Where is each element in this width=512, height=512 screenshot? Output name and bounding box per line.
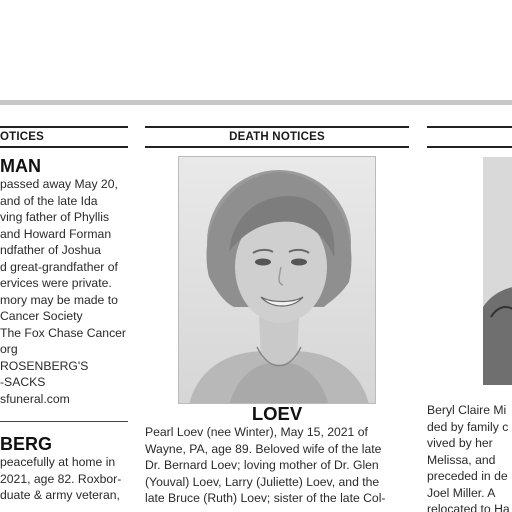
text-line: Wayne, PA, age 89. Beloved wife of the late — [145, 441, 382, 456]
text-line: (Youval) Loev, Larry (Juliette) Loev, and the — [145, 474, 380, 489]
right-section-header — [427, 126, 512, 148]
text-line: Melissa, and — [427, 452, 496, 467]
text-line: ROSENBERG'S — [0, 358, 89, 373]
text-line: duate & army veteran, — [0, 488, 120, 502]
text-line: -SACKS — [0, 375, 46, 389]
death-notices-header: DEATH NOTICES — [145, 126, 409, 148]
text-line: and of the late Ida — [0, 193, 98, 208]
text-line: preceded in de — [427, 469, 508, 483]
text-line: 2021, age 82. Roxbor- — [0, 471, 122, 486]
portrait-photo-image — [179, 157, 376, 404]
text-line: org — [0, 342, 18, 356]
text-line: Dr. Bernard Loev; loving mother of Dr. Glen — [145, 458, 379, 472]
text-line: Cancer Society — [0, 309, 83, 323]
left-obituary2-name: BERG — [0, 434, 53, 454]
text-line: Joel Miller. A — [427, 485, 496, 500]
text-line: mory may be made to — [0, 292, 118, 307]
text-line: peacefully at home in — [0, 455, 116, 469]
text-line: d great-grandfather of — [0, 259, 118, 274]
obituary-name: LOEV — [251, 403, 303, 424]
text-line: Pearl Loev (nee Winter), May 15, 2021 of — [145, 425, 368, 439]
portrait-photo — [178, 156, 376, 404]
text-line: ving father of Phyllis — [0, 210, 110, 224]
text-line: late Bruce (Ruth) Loev; sister of the late Col- — [145, 491, 386, 505]
text-line: ded by family c — [427, 419, 509, 434]
left-obituary-divider — [0, 421, 128, 422]
text-line: ervices were private. — [0, 276, 112, 290]
right-column — [427, 126, 512, 512]
right-portrait-photo — [483, 157, 512, 385]
text-line: vived by her — [427, 436, 493, 450]
text-line: passed away May 20, — [0, 177, 118, 191]
text-line: Beryl Claire Mi — [427, 403, 507, 417]
top-divider-rule — [0, 100, 512, 105]
text-line: ndfather of Joshua — [0, 243, 101, 257]
text-line: sfuneral.com — [0, 391, 70, 406]
left-column — [0, 126, 128, 512]
left-obituary2-text — [0, 454, 128, 504]
obituary-text — [145, 424, 409, 507]
text-line: The Fox Chase Cancer — [0, 325, 126, 340]
left-obituary-name: MAN — [0, 156, 41, 176]
right-obituary-text — [427, 402, 512, 512]
left-section-header: OTICES — [0, 126, 128, 148]
text-line: and Howard Forman — [0, 226, 112, 241]
left-obituary-text — [0, 176, 128, 407]
right-portrait-photo-image — [483, 157, 512, 385]
middle-column — [145, 126, 409, 512]
text-line: relocated to Ha — [427, 502, 510, 512]
